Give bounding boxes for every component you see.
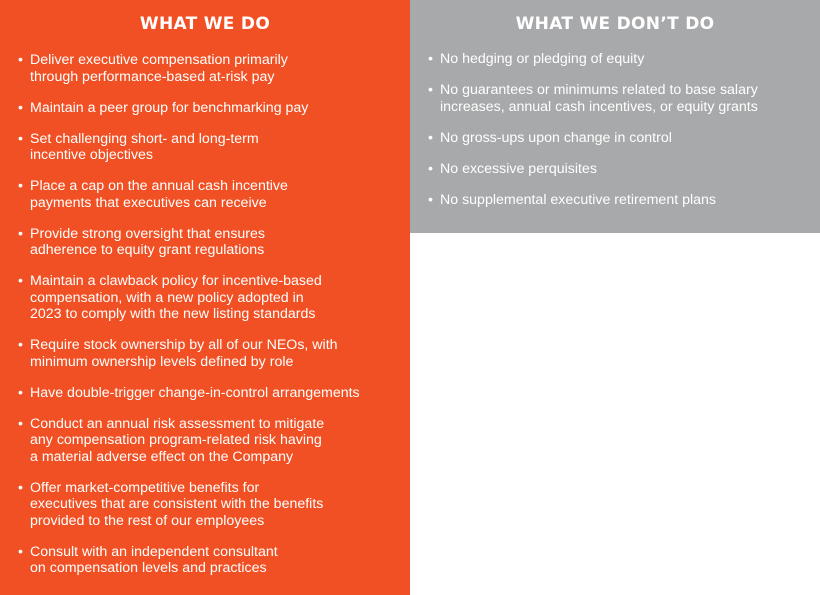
list-item — [18, 226, 402, 259]
bullet-icon: • — [18, 225, 23, 242]
bullet-icon: • — [18, 479, 23, 496]
list-item — [428, 51, 812, 68]
list-item — [18, 544, 402, 577]
list-item — [18, 337, 402, 370]
list-item — [18, 416, 402, 466]
what-we-do-list — [18, 52, 402, 591]
list-item-text: Require stock ownership by all of our NEOs, with minimum ownership levels defined by role — [30, 337, 338, 370]
bullet-icon: • — [428, 191, 433, 208]
list-item — [428, 161, 812, 178]
list-item-text: No gross-ups upon change in control — [440, 129, 672, 146]
list-item — [18, 52, 402, 85]
what-we-dont-do-list — [428, 51, 812, 223]
list-item — [428, 130, 812, 147]
list-item-text: Provide strong oversight that ensures adherence to equity grant regulations — [30, 225, 266, 258]
list-item — [428, 192, 812, 209]
bullet-icon: • — [18, 99, 23, 116]
bullet-icon: • — [428, 82, 433, 98]
list-item-text: Maintain a peer group for benchmarking pay — [30, 99, 309, 116]
bullet-icon: • — [18, 52, 23, 68]
bullet-icon: • — [428, 160, 433, 177]
list-item-text: No guarantees or minimums related to base salary increases, annual cash incentives, or equity grants — [440, 82, 758, 115]
bullet-icon: • — [428, 51, 433, 67]
bullet-icon: • — [18, 273, 23, 289]
list-item-text: Set challenging short- and long-term incentive objectives — [30, 130, 259, 163]
what-we-do-heading: WHAT WE DO — [139, 14, 271, 34]
what-we-dont-do-column — [410, 0, 820, 233]
list-item — [18, 178, 402, 211]
bullet-icon: • — [18, 384, 23, 401]
what-we-dont-do-heading: WHAT WE DON’T DO — [515, 14, 715, 34]
bullet-icon: • — [18, 543, 23, 560]
bullet-icon: • — [428, 129, 433, 146]
list-item-text: Offer market-competitive benefits for executives that are consistent with the benefits provided to the rest of our employees — [30, 479, 324, 529]
list-item — [428, 82, 812, 115]
list-item-text: Consult with an independent consultant on compensation levels and practices — [30, 543, 278, 576]
list-item-text: No supplemental executive retirement plans — [440, 191, 717, 208]
bullet-icon: • — [18, 415, 23, 432]
list-item-text: Conduct an annual risk assessment to mitigate any compensation program-related risk having a material adverse effect on the Company — [30, 415, 325, 465]
list-item — [18, 480, 402, 530]
list-item-text: Maintain a clawback policy for incentive-based compensation, with a new policy adopted in 2023 to comply with the new listing standards — [30, 273, 322, 322]
bullet-icon: • — [18, 337, 23, 353]
list-item-text: No hedging or pledging of equity — [440, 51, 645, 67]
bullet-icon: • — [18, 130, 23, 147]
list-item-text: Deliver executive compensation primarily through performance-based at-risk pay — [30, 52, 288, 85]
list-item-text: Have double-trigger change-in-control arrangements — [30, 384, 360, 401]
list-item-text: Place a cap on the annual cash incentive payments that executives can receive — [30, 178, 288, 211]
bullet-icon: • — [18, 178, 23, 194]
list-item — [18, 131, 402, 164]
list-item-text: No excessive perquisites — [440, 160, 597, 177]
list-item — [18, 385, 402, 402]
list-item — [18, 100, 402, 117]
list-item — [18, 273, 402, 323]
